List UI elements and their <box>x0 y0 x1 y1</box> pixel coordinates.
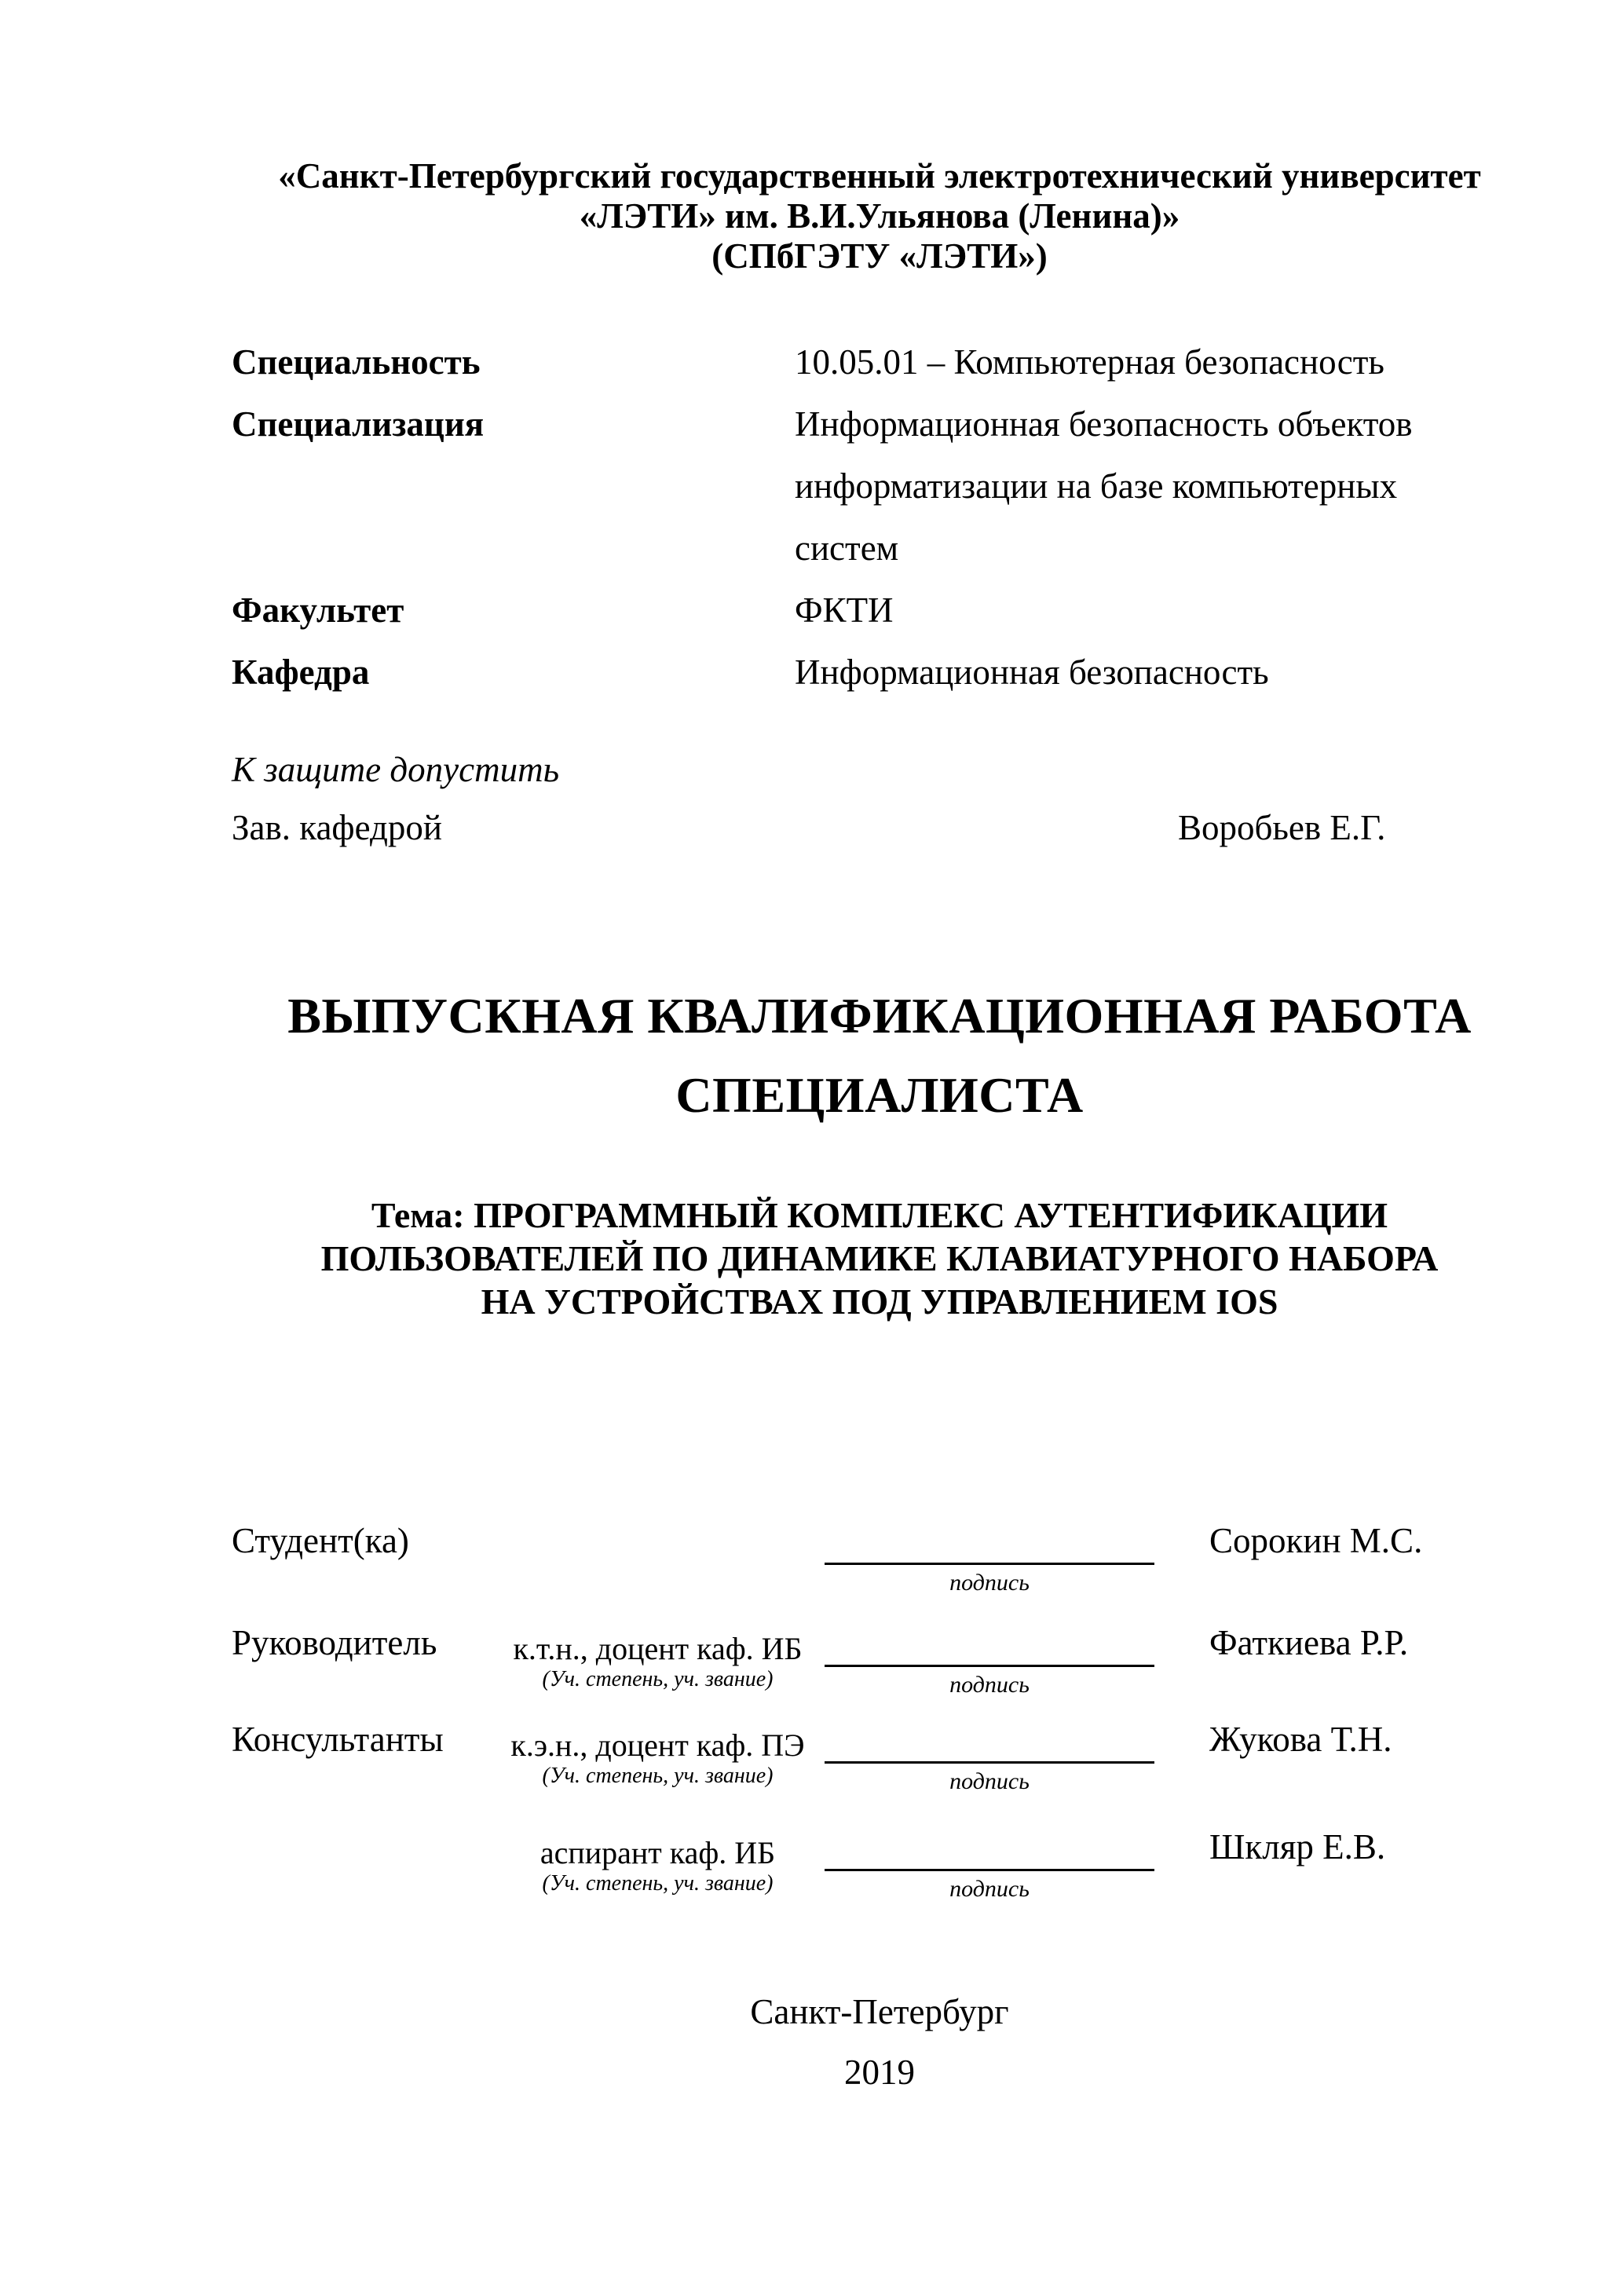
signature-field <box>825 1625 1154 1697</box>
field-row-faculty <box>232 588 1527 650</box>
signature-line <box>825 1625 1154 1667</box>
signature-field <box>825 1830 1154 1901</box>
signature-field <box>825 1523 1154 1595</box>
field-value-faculty: ФКТИ <box>795 590 894 630</box>
university-name-line-2: «ЛЭТИ» им. В.И.Ульянова (Ленина)» <box>579 196 1180 236</box>
signature-line <box>825 1722 1154 1764</box>
qualification-cell <box>499 1633 817 1691</box>
university-name <box>232 156 1527 276</box>
degree-caption: (Уч. степень, уч. звание) <box>542 1764 774 1788</box>
field-value-department: Информационная безопасность <box>795 653 1269 692</box>
qualification-text: к.т.н., доцент каф. ИБ <box>513 1631 803 1666</box>
signatory-name-student: Сорокин М.С. <box>1209 1521 1423 1560</box>
qualification-text: к.э.н., доцент каф. ПЭ <box>510 1727 805 1763</box>
signature-line <box>825 1523 1154 1565</box>
signatory-name-consultant-2: Шкляр Е.В. <box>1209 1827 1386 1866</box>
qualification-text: аспирант каф. ИБ <box>540 1835 776 1870</box>
work-title-line-2: СПЕЦИАЛИСТА <box>675 1067 1084 1123</box>
signatory-name-supervisor: Фаткиева Р.Р. <box>1209 1623 1409 1662</box>
signatory-name-consultant-1: Жукова Т.Н. <box>1209 1720 1392 1759</box>
signature-role-consultants: Консультанты <box>232 1720 444 1759</box>
field-label-specialization: Специализация <box>232 404 485 444</box>
field-value-speciality: 10.05.01 – Компьютерная безопасность <box>795 342 1384 382</box>
work-title-line-1: ВЫПУСКНАЯ КВАЛИФИКАЦИОННАЯ РАБОТА <box>287 988 1472 1044</box>
signature-block <box>232 1523 1527 1963</box>
footer-year: 2019 <box>844 2053 915 2092</box>
topic-line-3: НА УСТРОЙСТВАХ ПОД УПРАВЛЕНИЕМ IOS <box>481 1281 1278 1322</box>
admission-row <box>232 810 1527 846</box>
qualification-cell <box>499 1727 817 1788</box>
signature-role-student: Студент(ка) <box>232 1521 409 1560</box>
degree-caption: (Уч. степень, уч. звание) <box>542 1871 774 1896</box>
signature-role-supervisor: Руководитель <box>232 1623 437 1662</box>
field-value-specialization-line-1: Информационная безопасность объектов <box>795 404 1413 444</box>
field-value-specialization-line-3: систем <box>795 528 899 568</box>
topic-line-2: ПОЛЬЗОВАТЕЛЕЙ ПО ДИНАМИКЕ КЛАВИАТУРНОГО НАБОРА <box>320 1238 1439 1278</box>
signature-row-supervisor <box>232 1625 1527 1724</box>
field-label-department: Кафедра <box>232 653 370 692</box>
topic-line-1: Тема: ПРОГРАММНЫЙ КОМПЛЕКС АУТЕНТИФИКАЦИИ <box>371 1195 1388 1235</box>
footer-city: Санкт-Петербург <box>750 1992 1009 2031</box>
field-value-specialization-line-2: информатизации на базе компьютерных <box>795 466 1398 506</box>
signature-row-student <box>232 1523 1527 1621</box>
field-row-speciality <box>232 340 1527 402</box>
signature-line <box>825 1830 1154 1871</box>
head-of-department-label: Зав. кафедрой <box>232 808 442 847</box>
program-fields <box>232 340 1527 712</box>
field-row-specialization-wrap-1 <box>232 464 1527 526</box>
field-row-department <box>232 650 1527 712</box>
signature-caption: подпись <box>949 1672 1030 1698</box>
field-row-specialization-wrap-2 <box>232 526 1527 588</box>
university-name-line-3: (СПбГЭТУ «ЛЭТИ») <box>711 236 1048 276</box>
field-label-speciality: Специальность <box>232 342 481 382</box>
qualification-cell <box>499 1837 817 1896</box>
signature-field <box>825 1722 1154 1793</box>
signature-caption: подпись <box>949 1876 1030 1902</box>
field-row-specialization <box>232 402 1527 464</box>
signature-caption: подпись <box>949 1768 1030 1794</box>
signature-row-consultant-2 <box>232 1827 1527 1928</box>
signature-row-consultant-1 <box>232 1722 1527 1820</box>
field-label-faculty: Факультет <box>232 590 404 630</box>
topic-title <box>232 1194 1527 1323</box>
degree-caption: (Уч. степень, уч. звание) <box>542 1667 774 1691</box>
admission-phrase: К защите допустить <box>232 750 560 789</box>
work-title <box>232 976 1527 1135</box>
signature-caption: подпись <box>949 1570 1030 1596</box>
university-name-line-1: «Санкт-Петербургский государственный электротехнический университет <box>278 156 1481 196</box>
head-of-department-name: Воробьев Е.Г. <box>1178 808 1386 847</box>
